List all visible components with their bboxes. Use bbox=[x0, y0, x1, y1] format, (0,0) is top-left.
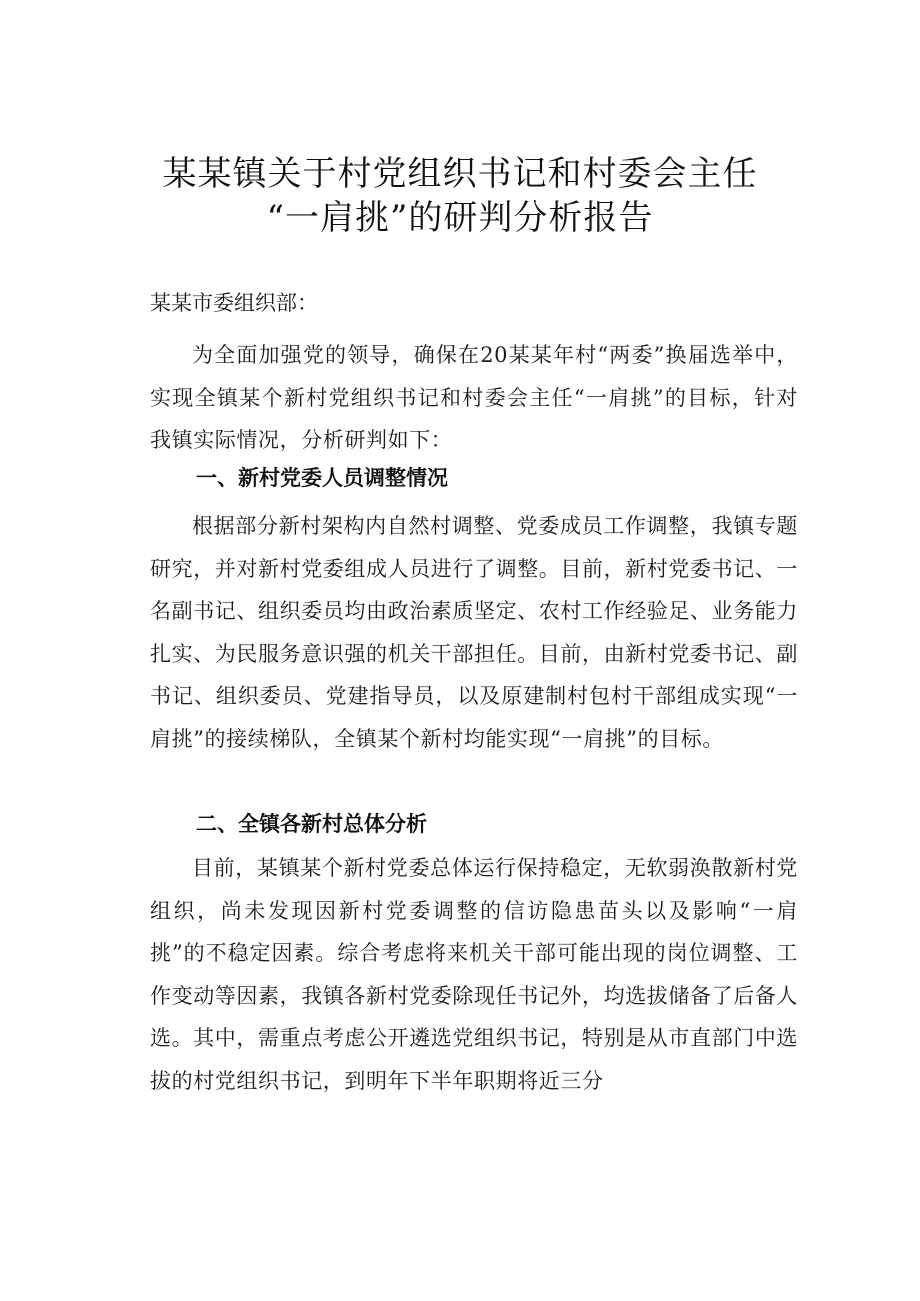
section-paragraph-2: 目前，某镇某个新村党委总体运行保持稳定，无软弱涣散新村党组织，尚未发现因新村党委调整的信访隐患苗头以及影响“一肩挑”的不稳定因素。综合考虑将来机关干部可能出现的岗位调整、工作变动等因素，我镇各新村党委除现任书记外，均选拔储备了后备人选。其中，需重点考虑公开遴选党组织书记，特别是从市直部门中选拔的村党组织书记，到明年下半年职期将近三分 bbox=[150, 856, 798, 1093]
section-heading-1: 一、新村党委人员调整情况 bbox=[196, 466, 448, 490]
salutation: 某某市委组织部： bbox=[150, 291, 318, 315]
section-paragraph-1: 根据部分新村架构内自然村调整、党委成员工作调整，我镇专题研究，并对新村党委组成人员进行了调整。目前，新村党委书记、一名副书记、组织委员均由政治素质坚定、农村工作经验足、业务能力扎实、为民服务意识强的机关干部担任。目前，由新村党委书记、副书记、组织委员、党建指导员，以及原建制村包村干部组成实现“一肩挑”的接续梯队，全镇某个新村均能实现“一肩挑”的目标。 bbox=[150, 514, 798, 751]
intro-paragraph: 为全面加强党的领导，确保在20某某年村“两委”换届选举中，实现全镇某个新村党组织书记和村委会主任“一肩挑”的目标，针对我镇实际情况，分析研判如下： bbox=[150, 343, 799, 452]
document-title-line-2: “一肩挑”的研判分析报告 bbox=[266, 198, 654, 238]
section-heading-2: 二、全镇各新村总体分析 bbox=[196, 812, 427, 836]
document-title-line-1: 某某镇关于村党组织书记和村委会主任 bbox=[162, 154, 758, 194]
